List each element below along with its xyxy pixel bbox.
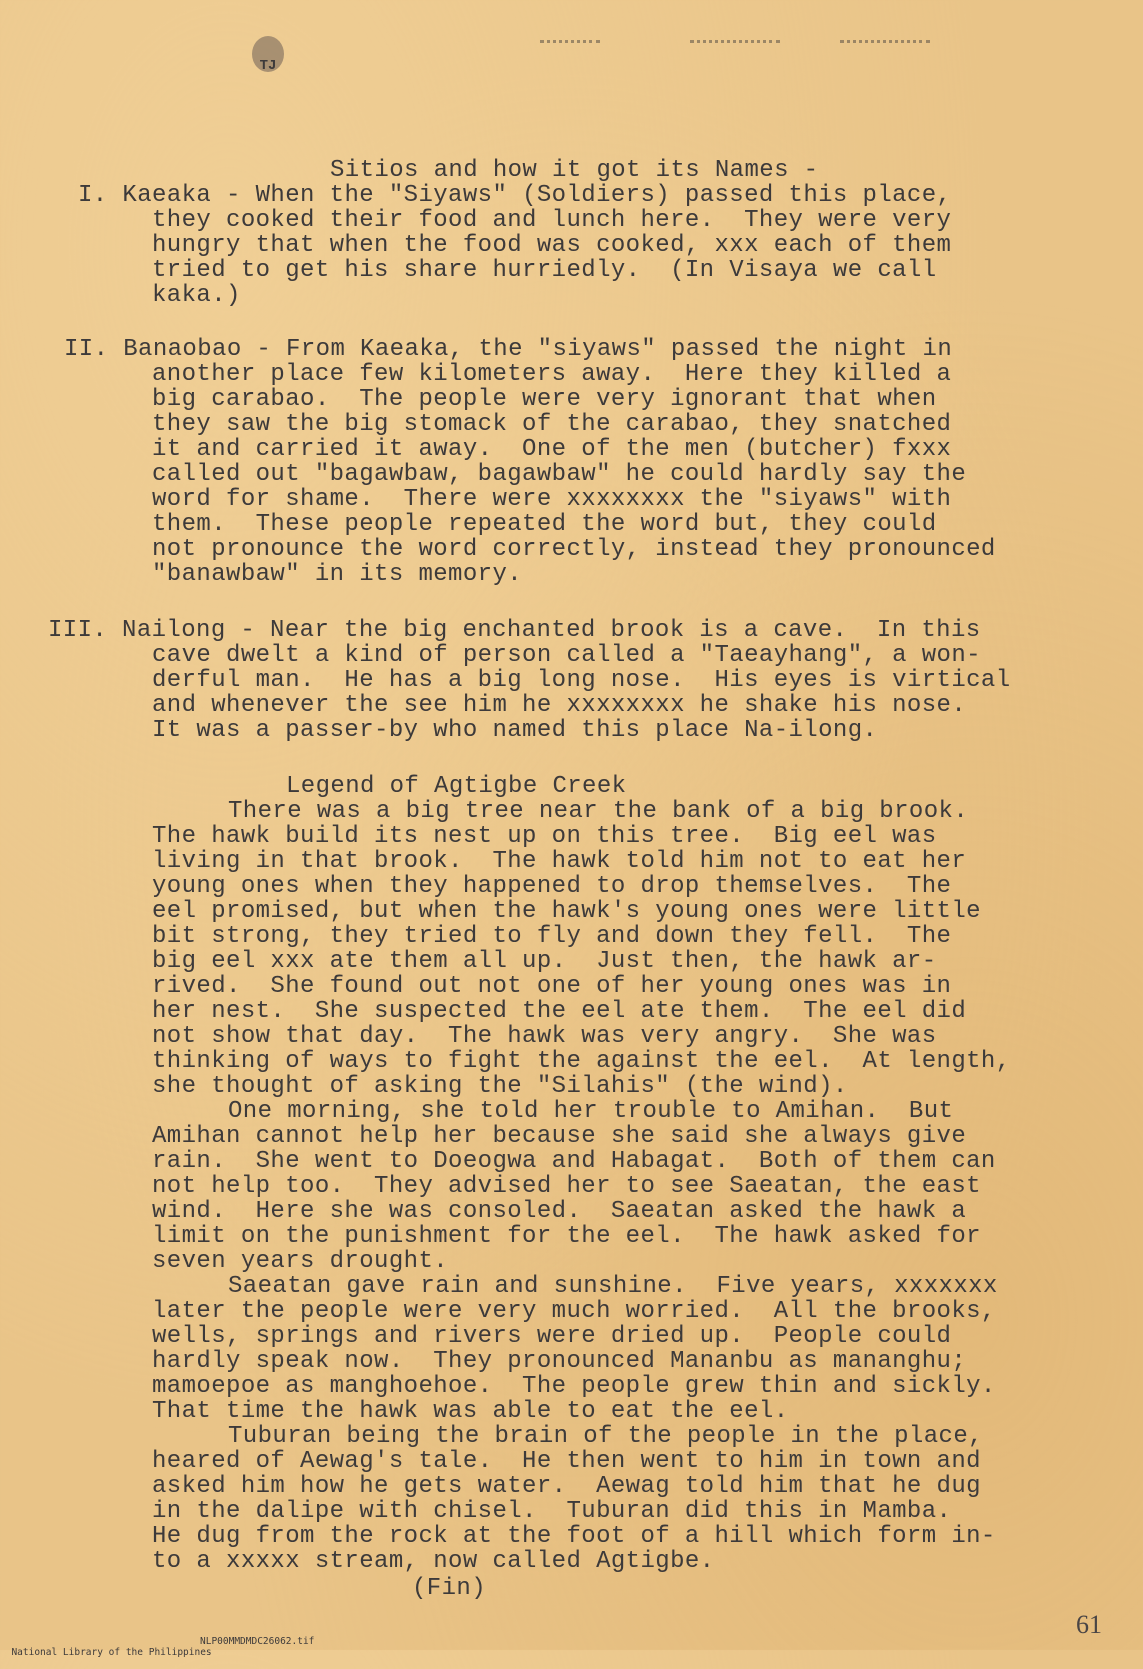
legend-line: The hawk build its nest up on this tree. Big eel was [152, 823, 937, 850]
legend-line: big eel xxx ate them all up. Just then, the hawk ar- [152, 948, 937, 975]
footer-library: National Library of the Philippines [11, 1647, 212, 1658]
legend-line: young ones when they happened to drop themselves. The [152, 873, 952, 900]
section-line: hungry that when the food was cooked, xxx each of them [152, 232, 952, 259]
section-line: not pronounce the word correctly, instead they pronounced [152, 536, 996, 563]
section-line: tried to get his share hurriedly. (In Visaya we call [152, 257, 937, 284]
legend-line: He dug from the rock at the foot of a hill which form in- [152, 1523, 996, 1550]
legend-line: wind. Here she was consoled. Saeatan asked the hawk a [152, 1198, 967, 1225]
legend-line: not help too. They advised her to see Saeatan, the east [152, 1173, 981, 1200]
section-line: big carabao. The people were very ignorant that when [152, 386, 937, 413]
legend-line: living in that brook. The hawk told him not to eat her [152, 848, 967, 875]
footer-file: NLP00MMDMDC26062.tif [200, 1636, 315, 1647]
legend-line: bit strong, they tried to fly and down they fell. The [152, 923, 952, 950]
section-line: word for shame. There were xxxxxxxx the "siyaws" with [152, 486, 952, 513]
legend-line: One morning, she told her trouble to Amihan. But [228, 1098, 954, 1125]
page-number: 61 [1076, 1610, 1102, 1639]
ink-smudge [540, 40, 600, 47]
ink-smudge [840, 40, 930, 47]
legend-line: Tuburan being the brain of the people in the place, [228, 1423, 983, 1450]
legend-line: she thought of asking the "Silahis" (the wind). [152, 1073, 848, 1100]
section-line: II. Banaobao - From Kaeaka, the "siyaws" passed the night in [64, 336, 953, 363]
legend-line: her nest. She suspected the eel ate them. The eel did [152, 998, 967, 1025]
legend-line: Saeatan gave rain and sunshine. Five years, xxxxxxx [228, 1273, 998, 1300]
section-line: derful man. He has a big long nose. His eyes is virtical [152, 667, 1011, 694]
legend-line: thinking of ways to fight the against the eel. At length, [152, 1048, 1011, 1075]
section-line: they saw the big stomack of the carabao, they snatched [152, 411, 952, 438]
legend-line: rived. She found out not one of her young ones was in [152, 973, 952, 1000]
section-line: I. Kaeaka - When the "Siyaws" (Soldiers) passed this place, [78, 182, 952, 209]
legend-line: That time the hawk was able to eat the eel. [152, 1398, 789, 1425]
section-line: It was a passer-by who named this place Na-ilong. [152, 717, 878, 744]
section-line: another place few kilometers away. Here they killed a [152, 361, 952, 388]
section-line: kaka.) [152, 282, 241, 309]
section-line: cave dwelt a kind of person called a "Taeayhang", a won- [152, 642, 981, 669]
section-line: and whenever the see him he xxxxxxxx he shake his nose. [152, 692, 967, 719]
legend-line: seven years drought. [152, 1248, 449, 1275]
legend-line: asked him how he gets water. Aewag told him that he dug [152, 1473, 981, 1500]
legend-line: hardly speak now. They pronounced Mananbu as mananghu; [152, 1348, 967, 1375]
legend-title: Legend of Agtigbe Creek [286, 773, 627, 800]
legend-line: limit on the punishment for the eel. The hawk asked for [152, 1223, 981, 1250]
page-title: Sitios and how it got its Names - [330, 157, 819, 184]
section-line: it and carried it away. One of the men (butcher) fxxx [152, 436, 952, 463]
legend-line: eel promised, but when the hawk's young ones were little [152, 898, 981, 925]
legend-line: in the dalipe with chisel. Tuburan did this in Mamba. [152, 1498, 952, 1525]
legend-line: wells, springs and rivers were dried up. People could [152, 1323, 952, 1350]
legend-line: Amihan cannot help her because she said she always give [152, 1123, 967, 1150]
legend-line: not show that day. The hawk was very angry. She was [152, 1023, 937, 1050]
end-marker: (Fin) [412, 1575, 487, 1602]
scan-footer [0, 1636, 315, 1669]
legend-line: to a xxxxx stream, now called Agtigbe. [152, 1548, 715, 1575]
section-line: called out "bagawbaw, bagawbaw" he could hardly say the [152, 461, 967, 488]
legend-line: rain. She went to Doeogwa and Habagat. Both of them can [152, 1148, 996, 1175]
section-line: III. Nailong - Near the big enchanted brook is a cave. In this [48, 617, 981, 644]
legend-line: There was a big tree near the bank of a big brook. [228, 798, 969, 825]
section-line: "banawbaw" in its memory. [152, 561, 523, 588]
section-line: they cooked their food and lunch here. They were very [152, 207, 952, 234]
legend-line: heared of Aewag's tale. He then went to him in town and [152, 1448, 981, 1475]
legend-line: later the people were very much worried. All the brooks, [152, 1298, 996, 1325]
section-line: them. These people repeated the word but, they could [152, 511, 937, 538]
legend-line: mamoepoe as manghoehoe. The people grew thin and sickly. [152, 1373, 996, 1400]
ink-smudge [690, 40, 780, 47]
library-stamp: TJ [252, 36, 284, 72]
